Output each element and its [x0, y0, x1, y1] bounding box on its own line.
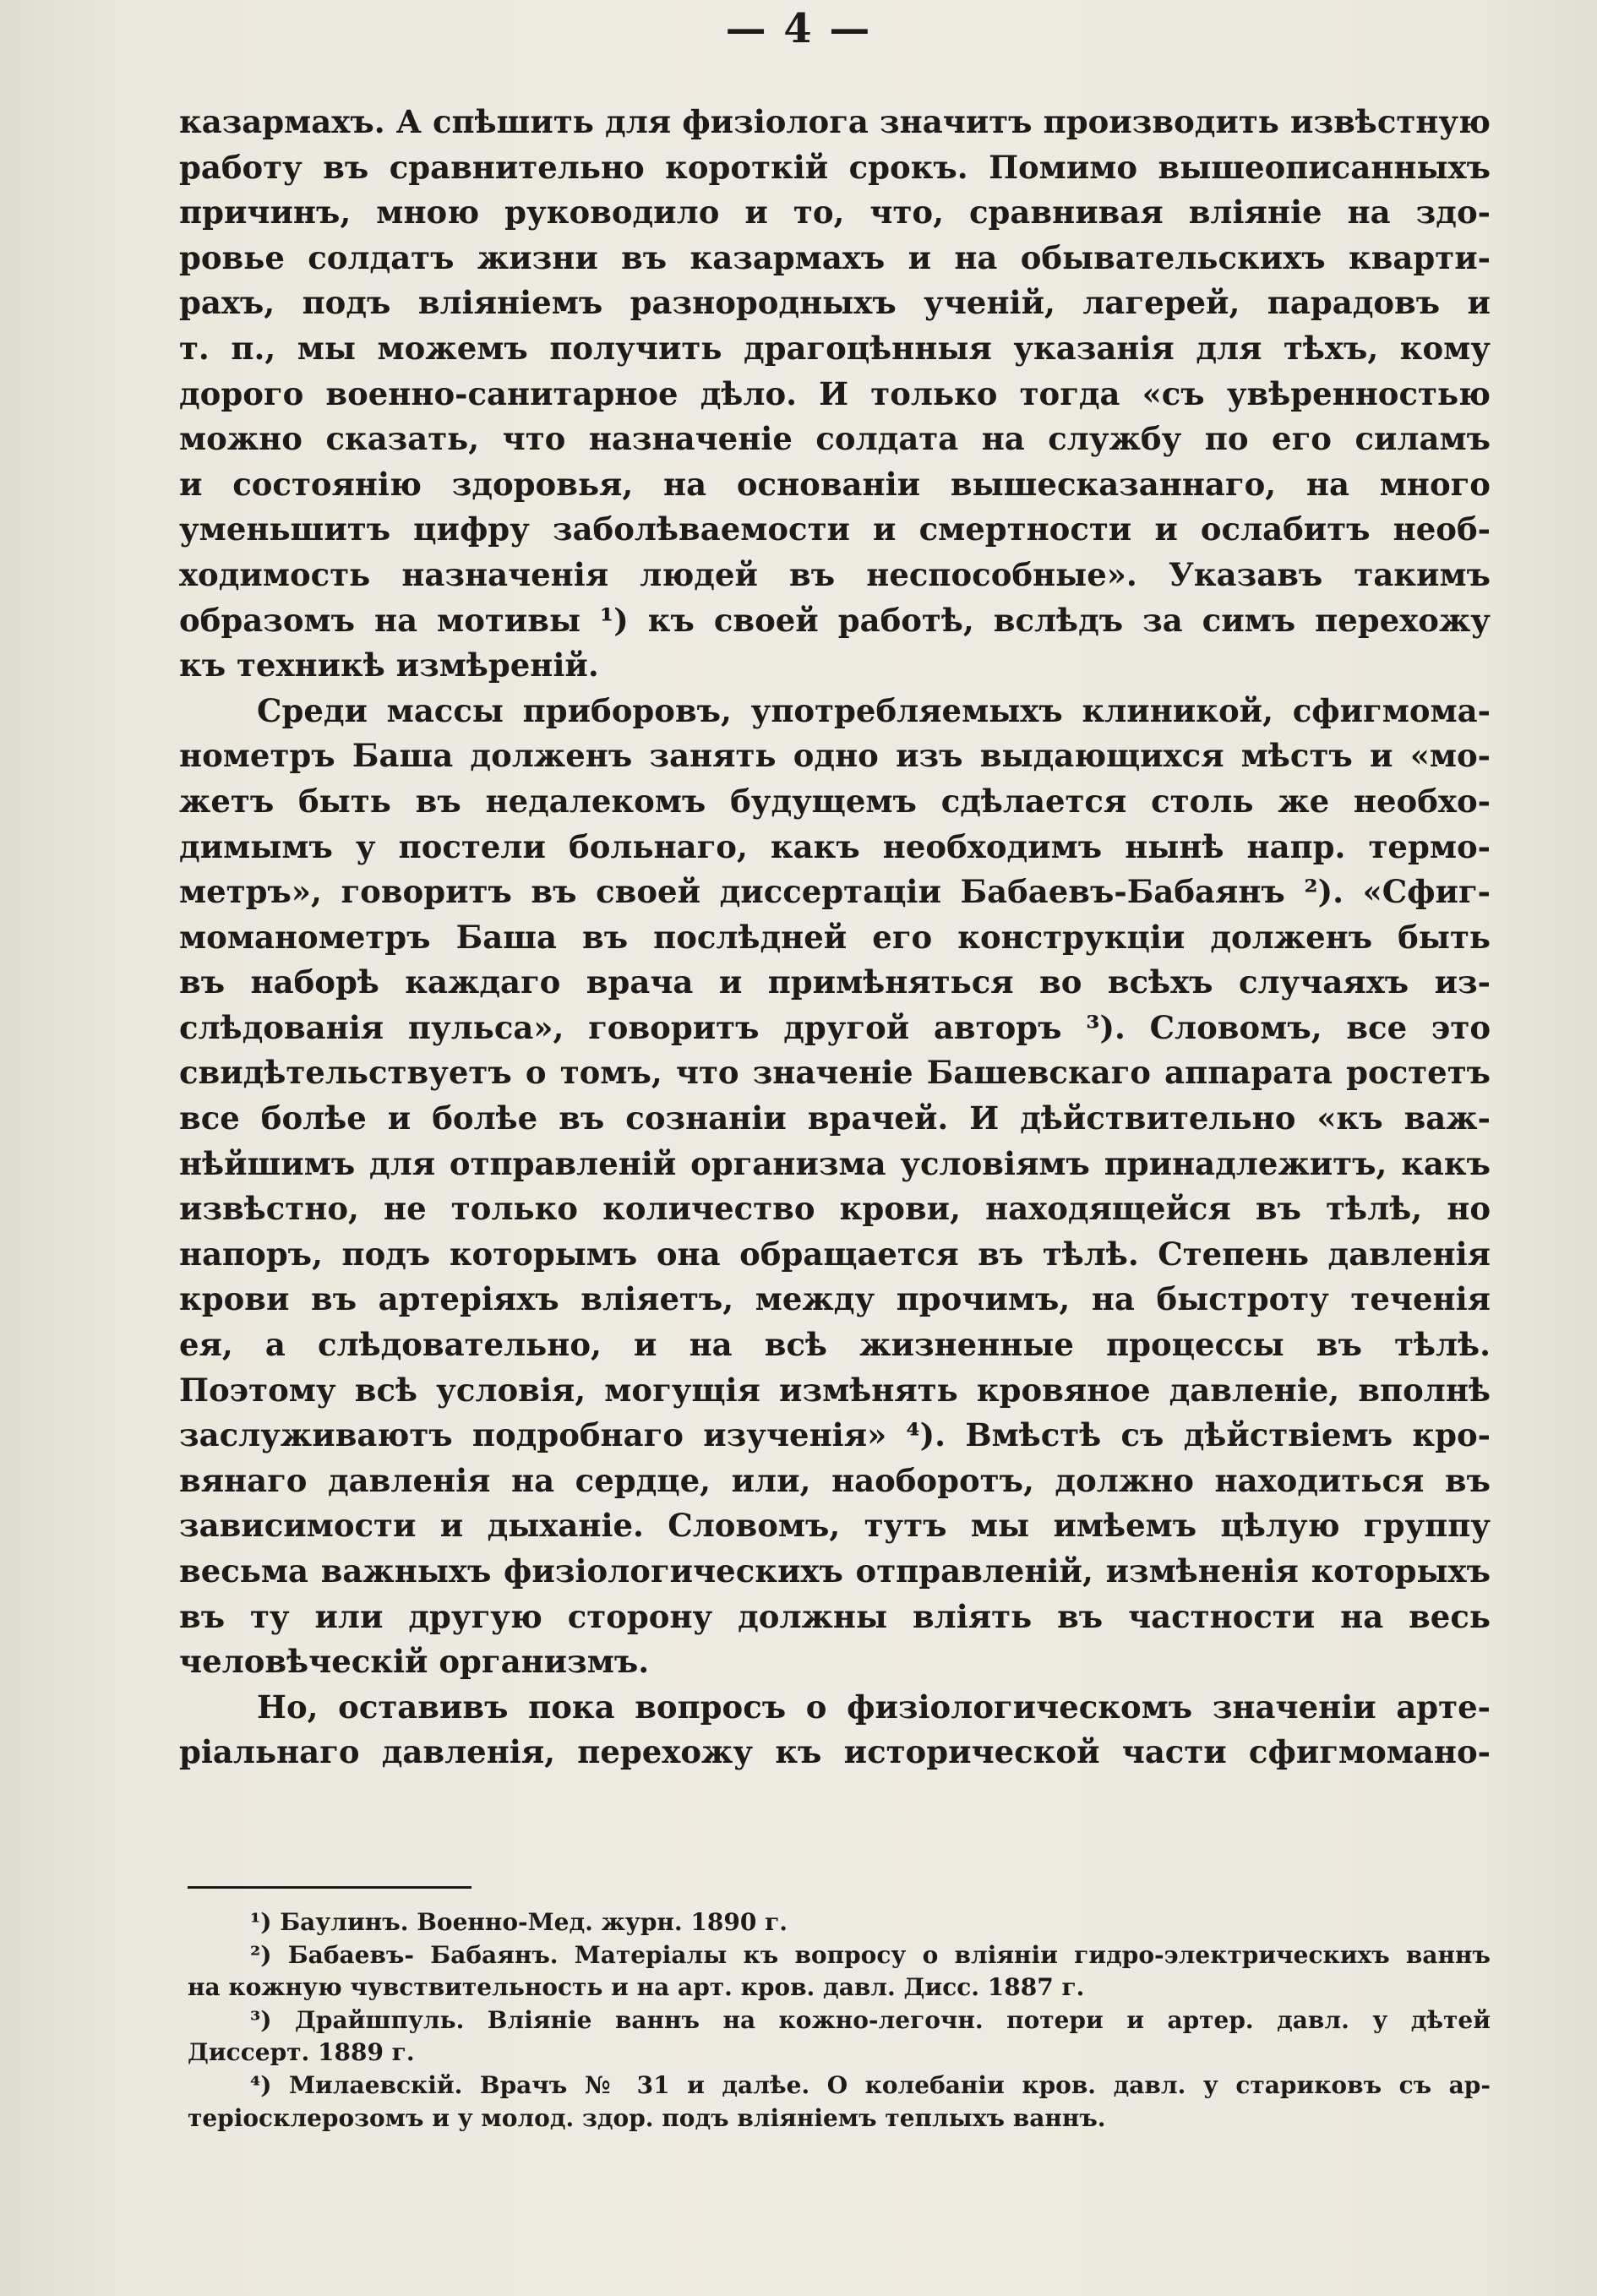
text-line: уменьшитъ цифру заболѣваемости и смертности и ослабитъ необ- [179, 510, 1491, 548]
text-line: и состоянiю здоровья, на основанiи вышесказаннаго, на много [179, 465, 1491, 503]
text-line: вянаго давленiя на сердце, или, наоборотъ, должно находиться въ [179, 1461, 1491, 1499]
text-line: рахъ, подъ влiянiемъ разнородныхъ ученiй, лагерей, парадовъ и [179, 284, 1491, 322]
text-line: нѣйшимъ для отправленiй организма условiямъ принадлежитъ, какъ [179, 1144, 1491, 1182]
text-line: въ наборѣ каждаго врача и примѣняться во всѣхъ случаяхъ из- [179, 963, 1491, 1001]
text-line: напоръ, подъ которымъ она обращается въ тѣлѣ. Степень давленiя [179, 1235, 1491, 1273]
text-line: весьма важныхъ физiологическихъ отправленiй, измѣненiя которыхъ [179, 1552, 1491, 1590]
footnote-line: ²) Бабаевъ- Бабаянъ. Матерiалы къ вопросу о влiянiи гидро-электрическихъ ваннъ [250, 1940, 1491, 1969]
text-line: жетъ быть въ недалекомъ будущемъ сдѣлается столь же необхо- [179, 782, 1491, 820]
text-line: моманометръ Баша въ послѣдней его конструкцiи долженъ быть [179, 918, 1491, 956]
text-line: казармахъ. А спѣшить для физiолога значитъ производить извѣстную [179, 103, 1491, 140]
footnotes [188, 1906, 1491, 2135]
footnote-line: ³) Драйшпуль. Влiянiе ваннъ на кожно-легочн. потери и артер. давл. у дѣтей [250, 2005, 1491, 2034]
text-line: дорого военно-санитарное дѣло. И только тогда «съ увѣренностью [179, 374, 1491, 412]
text-line: образомъ на мотивы ¹) къ своей работѣ, вслѣдъ за симъ перехожу [179, 601, 1491, 639]
text-line: рiальнаго давленiя, перехожу къ исторической части сфигмомано- [179, 1733, 1491, 1771]
text-line: работу въ сравнительно короткiй срокъ. Помимо вышеописанныхъ [179, 148, 1491, 186]
text-line: свидѣтельствуетъ о томъ, что значенiе Башевскаго аппарата ростетъ [179, 1054, 1491, 1092]
text-line: причинъ, мною руководило и то, что, сравнивая влiянiе на здо- [179, 194, 1491, 232]
text-line: человѣческiй организмъ. [179, 1643, 650, 1681]
text-line: ходимость назначенiя людей въ неспособные». Указавъ такимъ [179, 555, 1491, 593]
text-line: Поэтому всѣ условiя, могущiя измѣнять кровяное давленiе, вполнѣ [179, 1371, 1491, 1409]
text-line: все болѣе и болѣе въ сознанiи врачей. И дѣйствительно «къ важ- [179, 1099, 1491, 1137]
text-line: извѣстно, не только количество крови, находящейся въ тѣлѣ, но [179, 1190, 1491, 1228]
text-line: можно сказать, что назначенiе солдата на службу по его силамъ [179, 420, 1491, 458]
body-text [179, 100, 1491, 1775]
text-line: Среди массы приборовъ, употребляемыхъ клиникой, сфигмома- [257, 691, 1491, 729]
footnote-line: терiосклерозомъ и у молод. здор. подъ влiянiемъ теплыхъ ваннъ. [188, 2103, 1106, 2132]
text-line: въ ту или другую сторону должны влiять въ частности на весь [179, 1597, 1491, 1635]
text-line: крови въ артерiяхъ влiяетъ, между прочимъ, на быстроту теченiя [179, 1280, 1491, 1318]
footnote-line: ¹) Баулинъ. Военно-Мед. журн. 1890 г. [250, 1908, 788, 1936]
text-line: т. п., мы можемъ получить драгоцѣнныя указанiя для тѣхъ, кому [179, 329, 1491, 367]
text-line: зависимости и дыханiе. Словомъ, тутъ мы имѣемъ цѣлую группу [179, 1507, 1491, 1545]
text-line: ровье солдатъ жизни въ казармахъ и на обывательскихъ кварти- [179, 238, 1491, 276]
footnote-divider [188, 1886, 471, 1889]
text-line: Но, оставивъ пока вопросъ о физiологическомъ значенiи арте- [257, 1688, 1491, 1726]
footnote-line: Диссерт. 1889 г. [188, 2038, 415, 2067]
text-line: къ техникѣ измѣренiй. [179, 646, 599, 684]
text-line: димымъ у постели больнаго, какъ необходимъ нынѣ напр. термо- [179, 827, 1491, 865]
text-line: слѣдованiя пульса», говоритъ другой авторъ ³). Словомъ, все это [179, 1008, 1491, 1046]
text-line: метръ», говоритъ въ своей диссертацiи Бабаевъ-Бабаянъ ²). «Сфиг- [179, 873, 1491, 911]
page-number: — 4 — [725, 5, 872, 52]
footnote-line: ⁴) Милаевскiй. Врачъ № 31 и далѣе. О колебанiи кров. давл. у стариковъ съ ар- [250, 2070, 1491, 2099]
text-line: ея, а слѣдовательно, и на всѣ жизненные процессы въ тѣлѣ. [179, 1326, 1491, 1364]
text-line: нометръ Баша долженъ занять одно изъ выдающихся мѣстъ и «мо- [179, 737, 1491, 775]
footnote-line: на кожную чувствительность и на арт. кров. давл. Дисс. 1887 г. [188, 1973, 1085, 2002]
text-line: заслуживаютъ подробнаго изученiя» ⁴). Вмѣстѣ съ дѣйствiемъ кро- [179, 1416, 1491, 1454]
